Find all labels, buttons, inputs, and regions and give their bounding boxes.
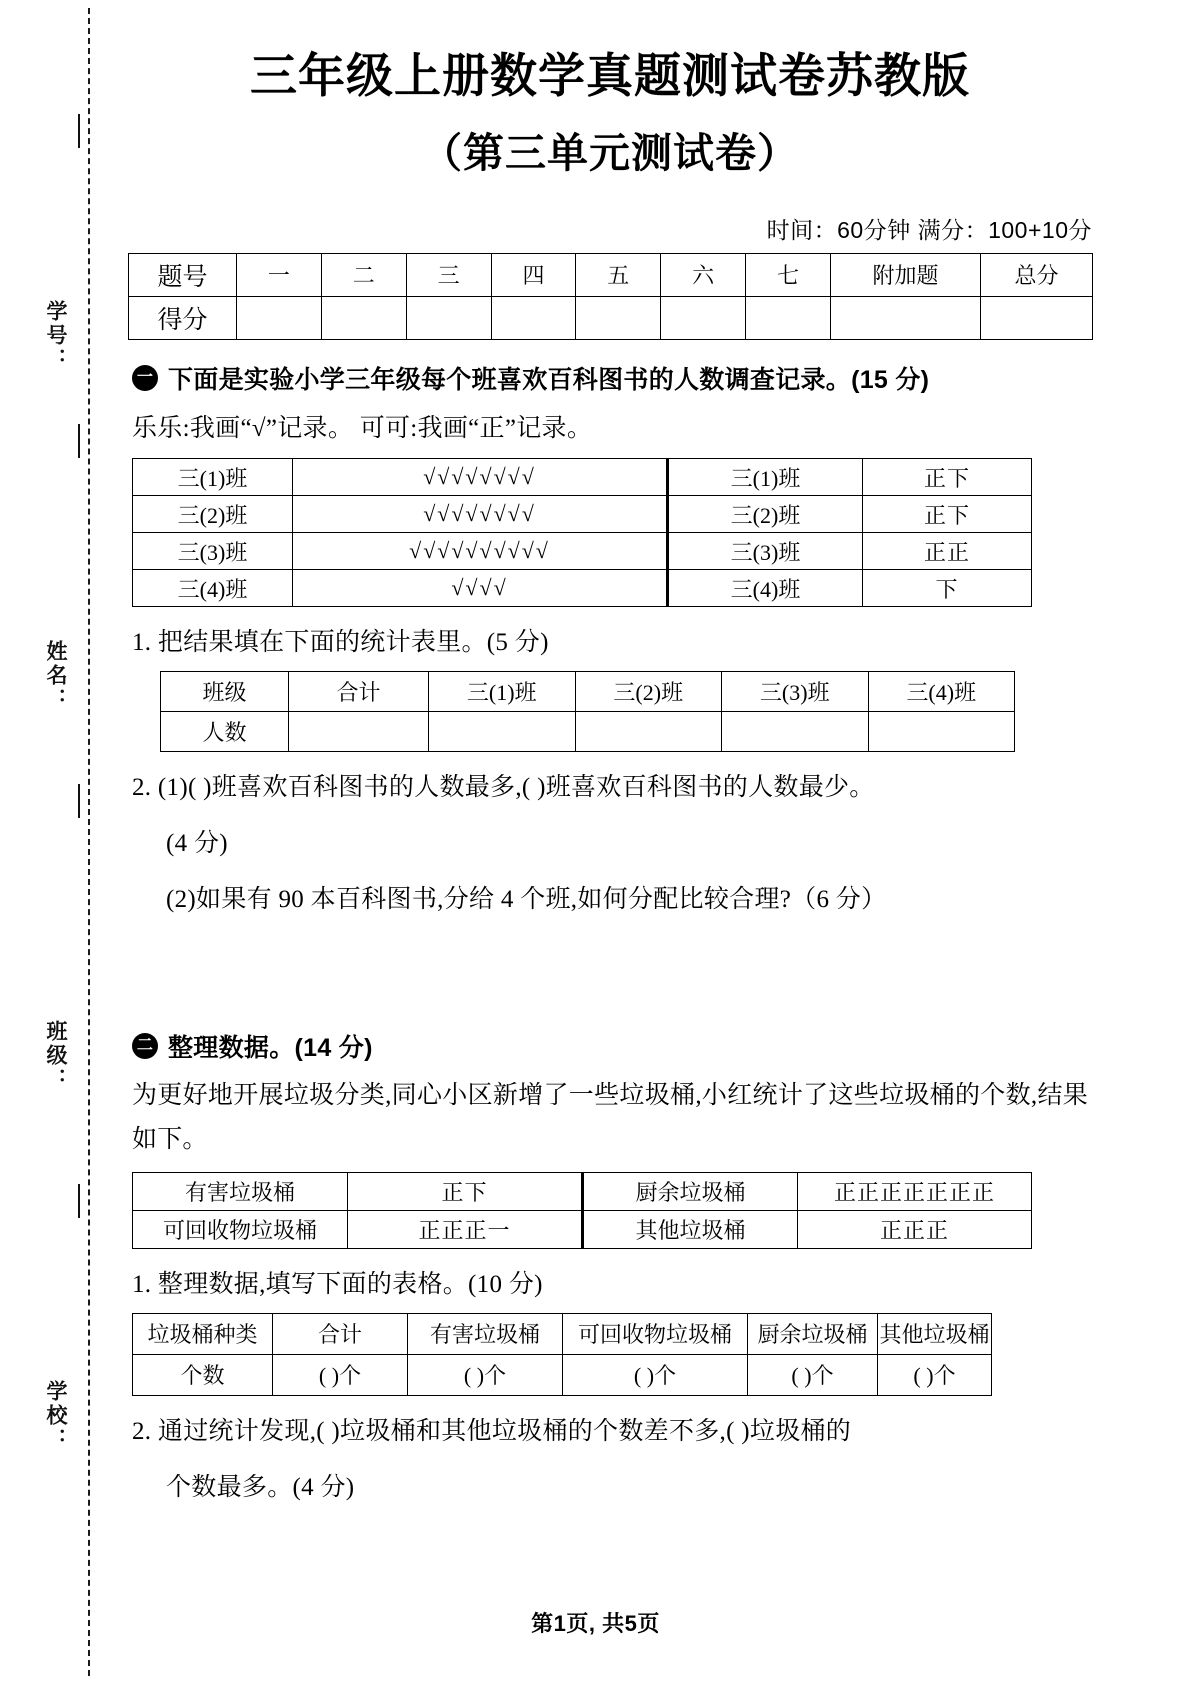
side-info-labels xyxy=(28,0,90,1684)
score-col-6: 六 xyxy=(661,253,746,296)
score-cell-7[interactable] xyxy=(746,296,831,339)
section2-question-2: 2. 通过统计发现,( )垃圾桶和其他垃圾桶的个数差不多,( )垃圾桶的 xyxy=(132,1417,852,1445)
score-col-4: 四 xyxy=(491,253,576,296)
section-2-heading xyxy=(132,1028,1110,1064)
tally-checks: √√√√√√√√ xyxy=(293,459,668,496)
recorder-legend: 乐乐:我画“√”记录。 可可:我画“正”记录。 xyxy=(132,414,593,442)
tally-class-right: 三(3)班 xyxy=(668,533,863,570)
score-col-2: 二 xyxy=(321,253,406,296)
section1-question-2-2: (2)如果有 90 本百科图书,分给 4 个班,如何分配比较合理?（6 分） xyxy=(166,886,887,914)
stat-cell-total[interactable] xyxy=(289,712,429,752)
tally-class-left: 三(1)班 xyxy=(133,459,293,496)
table-row xyxy=(133,1354,992,1395)
tally-checks: √√√√√√√√√√ xyxy=(293,533,668,570)
gstat-header-4: 厨余垃圾桶 xyxy=(748,1313,878,1354)
table-row xyxy=(133,570,1032,607)
tally-checks: √√√√ xyxy=(293,570,668,607)
section2-question-2-cont: 个数最多。(4 分) xyxy=(166,1473,355,1501)
stat-header-0: 班级 xyxy=(161,672,289,712)
gstat-cell-recyclable[interactable]: ( )个 xyxy=(563,1354,748,1395)
gstat-row-label: 个数 xyxy=(133,1354,273,1395)
gstat-cell-kitchen[interactable]: ( )个 xyxy=(748,1354,878,1395)
table-row xyxy=(133,1313,992,1354)
section-1-heading xyxy=(132,360,1110,396)
score-table-row-label-1: 得分 xyxy=(129,296,237,339)
score-cell-total[interactable] xyxy=(981,296,1093,339)
garbage-tally-table xyxy=(132,1172,1032,1249)
gstat-header-1: 合计 xyxy=(273,1313,408,1354)
page-title: 三年级上册数学真题测试卷苏教版 xyxy=(250,49,970,102)
stat-cell-3[interactable] xyxy=(722,712,869,752)
page-footer: 第1页, 共5页 xyxy=(531,1611,660,1636)
section-1-title: 下面是实验小学三年级每个班喜欢百科图书的人数调查记录。(15 分) xyxy=(168,365,930,394)
score-col-5: 五 xyxy=(576,253,661,296)
section1-question-2-1-score: (4 分) xyxy=(166,830,228,858)
side-divider-1 xyxy=(78,114,80,148)
exam-page xyxy=(110,0,1110,1684)
stat-header-3: 三(2)班 xyxy=(575,672,722,712)
score-col-3: 三 xyxy=(406,253,491,296)
garbage-tally-left: 正下 xyxy=(348,1172,583,1210)
page-subtitle: （第三单元测试卷） xyxy=(421,129,799,176)
exam-meta: 时间：60分钟 满分：100+10分 xyxy=(766,216,1092,243)
score-col-bonus: 附加题 xyxy=(831,253,981,296)
score-table xyxy=(128,253,1093,340)
table-row xyxy=(133,533,1032,570)
gstat-cell-other[interactable]: ( )个 xyxy=(878,1354,992,1395)
tally-class-left: 三(2)班 xyxy=(133,496,293,533)
side-label-class: 班级： xyxy=(44,1020,67,1092)
garbage-name-right: 其他垃圾桶 xyxy=(583,1210,798,1248)
stat-cell-2[interactable] xyxy=(575,712,722,752)
score-cell-3[interactable] xyxy=(406,296,491,339)
section-2-title: 整理数据。(14 分) xyxy=(168,1034,373,1063)
section-2-number: 二 xyxy=(132,1033,158,1059)
gstat-header-3: 可回收物垃圾桶 xyxy=(563,1313,748,1354)
table-row xyxy=(129,253,1093,296)
garbage-name-left: 可回收物垃圾桶 xyxy=(133,1210,348,1248)
section1-question-2-1: 2. (1)( )班喜欢百科图书的人数最多,( )班喜欢百科图书的人数最少。 xyxy=(132,774,875,802)
side-divider-2 xyxy=(78,424,80,458)
score-cell-bonus[interactable] xyxy=(831,296,981,339)
stat-header-5: 三(4)班 xyxy=(868,672,1015,712)
garbage-name-left: 有害垃圾桶 xyxy=(133,1172,348,1210)
gstat-cell-total[interactable]: ( )个 xyxy=(273,1354,408,1395)
side-label-student-id: 学号： xyxy=(44,300,67,372)
table-row xyxy=(133,496,1032,533)
section1-question-1: 1. 把结果填在下面的统计表里。(5 分) xyxy=(132,629,549,657)
stat-header-1: 合计 xyxy=(289,672,429,712)
tally-checks: √√√√√√√√ xyxy=(293,496,668,533)
tally-class-right: 三(2)班 xyxy=(668,496,863,533)
tally-zheng: 下 xyxy=(863,570,1032,607)
score-col-7: 七 xyxy=(746,253,831,296)
score-col-total: 总分 xyxy=(981,253,1093,296)
section2-question-1: 1. 整理数据,填写下面的表格。(10 分) xyxy=(132,1270,543,1298)
gstat-header-2: 有害垃圾桶 xyxy=(408,1313,563,1354)
garbage-tally-right: 正正正正正正正 xyxy=(798,1172,1032,1210)
table-row xyxy=(129,296,1093,339)
score-cell-2[interactable] xyxy=(321,296,406,339)
tally-class-right: 三(1)班 xyxy=(668,459,863,496)
garbage-name-right: 厨余垃圾桶 xyxy=(583,1172,798,1210)
tally-zheng: 正正 xyxy=(863,533,1032,570)
table-row xyxy=(133,1210,1032,1248)
stat-cell-1[interactable] xyxy=(429,712,576,752)
stat-row-label: 人数 xyxy=(161,712,289,752)
stat-cell-4[interactable] xyxy=(868,712,1015,752)
score-table-row-label-0: 题号 xyxy=(129,253,237,296)
score-cell-5[interactable] xyxy=(576,296,661,339)
stat-header-4: 三(3)班 xyxy=(722,672,869,712)
table-row xyxy=(133,459,1032,496)
tally-class-left: 三(3)班 xyxy=(133,533,293,570)
side-label-name: 姓名： xyxy=(44,640,67,712)
side-label-school: 学校： xyxy=(44,1380,67,1452)
class-stat-table xyxy=(160,671,1015,752)
score-cell-1[interactable] xyxy=(237,296,322,339)
gstat-header-0: 垃圾桶种类 xyxy=(133,1313,273,1354)
gstat-cell-hazard[interactable]: ( )个 xyxy=(408,1354,563,1395)
garbage-tally-left: 正正正一 xyxy=(348,1210,583,1248)
side-divider-3 xyxy=(78,784,80,818)
tally-zheng: 正下 xyxy=(863,459,1032,496)
tally-zheng: 正下 xyxy=(863,496,1032,533)
table-row xyxy=(161,672,1015,712)
tally-record-table xyxy=(132,458,1032,607)
gstat-header-5: 其他垃圾桶 xyxy=(878,1313,992,1354)
garbage-tally-right: 正正正 xyxy=(798,1210,1032,1248)
section-1-number: 一 xyxy=(132,365,158,391)
score-cell-4[interactable] xyxy=(491,296,576,339)
score-col-1: 一 xyxy=(237,253,322,296)
score-cell-6[interactable] xyxy=(661,296,746,339)
garbage-stat-table xyxy=(132,1313,992,1396)
table-row xyxy=(133,1172,1032,1210)
side-divider-4 xyxy=(78,1184,80,1218)
stat-header-2: 三(1)班 xyxy=(429,672,576,712)
table-row xyxy=(161,712,1015,752)
tally-class-left: 三(4)班 xyxy=(133,570,293,607)
section2-paragraph: 为更好地开展垃圾分类,同心小区新增了一些垃圾桶,小红统计了这些垃圾桶的个数,结果如下。 xyxy=(132,1082,1088,1154)
tally-class-right: 三(4)班 xyxy=(668,570,863,607)
